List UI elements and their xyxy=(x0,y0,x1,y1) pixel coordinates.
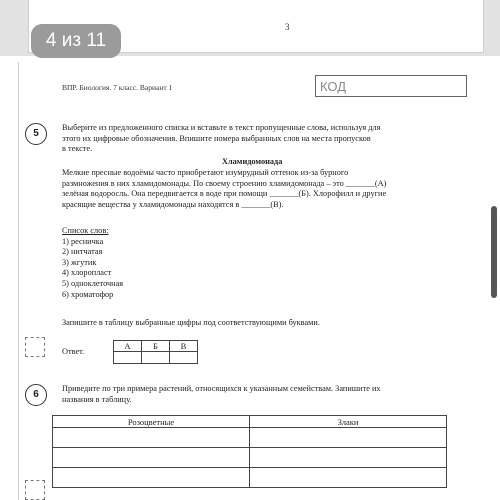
answer-cell[interactable] xyxy=(170,352,198,364)
plants-cell[interactable] xyxy=(53,468,250,488)
plants-column-header: Розоцветные xyxy=(53,416,250,428)
plants-cell[interactable] xyxy=(250,428,447,448)
answer-label: Ответ. xyxy=(62,347,85,356)
question-6-number: 6 xyxy=(25,384,47,406)
plants-cell[interactable] xyxy=(250,468,447,488)
word-list xyxy=(62,226,123,300)
instruction-line: в тексте. xyxy=(62,144,93,154)
page-indicator: 4 из 11 xyxy=(31,24,121,58)
word-list-item: 4) хлоропласт xyxy=(62,268,112,278)
previous-page-number: 3 xyxy=(285,22,290,32)
code-box: КОД xyxy=(315,75,467,97)
word-list-title: Список слов: xyxy=(62,226,109,235)
question-5-number: 5 xyxy=(25,123,47,145)
question-5-instruction xyxy=(62,123,462,155)
table-instruction: Запишите в таблицу выбранные цифры под соответствующими буквами. xyxy=(62,318,320,327)
document-header: ВПР. Биология. 7 класс. Вариант 1 xyxy=(62,83,173,92)
answer-column-header: В xyxy=(170,341,198,352)
text-title: Хламидомонада xyxy=(222,157,283,166)
answer-column-header: Б xyxy=(142,341,170,352)
text-line: зелёная водоросль. Она передвигается в воде при помощи _______(Б). Хлорофилл и другие xyxy=(62,189,387,199)
answer-cell[interactable] xyxy=(142,352,170,364)
word-list-item: 3) жгутик xyxy=(62,257,97,267)
text-line: размножения в них хламидомонады. По своему строению хламидомонада – это _______(А) xyxy=(62,178,387,188)
word-list-item: 2) нитчатая xyxy=(62,247,103,257)
text-line: красящие вещества у хламидомонады находятся в _______(В). xyxy=(62,199,284,209)
word-list-item: 5) одноклеточная xyxy=(62,278,124,288)
answer-column-header: А xyxy=(114,341,142,352)
instruction-line: Приведите по три примера растений, относящихся к указанным семействам. Запишите их xyxy=(62,384,381,393)
plants-column-header: Злаки xyxy=(250,416,447,428)
instruction-line: этого их цифровые обозначения. Впишите номера выбранных слов на места пропусков xyxy=(62,133,371,143)
plants-table xyxy=(52,415,447,488)
scrollbar-thumb[interactable] xyxy=(491,206,497,298)
plants-cell[interactable] xyxy=(53,428,250,448)
word-list-item: 1) ресничка xyxy=(62,236,104,246)
score-box xyxy=(25,480,45,500)
score-box xyxy=(25,337,45,357)
instruction-line: Выберите из предложенного списка и вставьте в текст пропущенные слова, используя для xyxy=(62,123,381,132)
question-6-instruction xyxy=(62,384,462,405)
word-list-item: 6) хроматофор xyxy=(62,289,114,299)
instruction-line: названия в таблицу. xyxy=(62,394,132,404)
text-line: Мелкие пресные водоёмы часто приобретают изумрудный оттенок из-за бурного xyxy=(62,168,349,177)
plants-cell[interactable] xyxy=(53,448,250,468)
answer-table xyxy=(113,340,198,364)
question-5-text xyxy=(62,168,462,210)
plants-cell[interactable] xyxy=(250,448,447,468)
answer-cell[interactable] xyxy=(114,352,142,364)
